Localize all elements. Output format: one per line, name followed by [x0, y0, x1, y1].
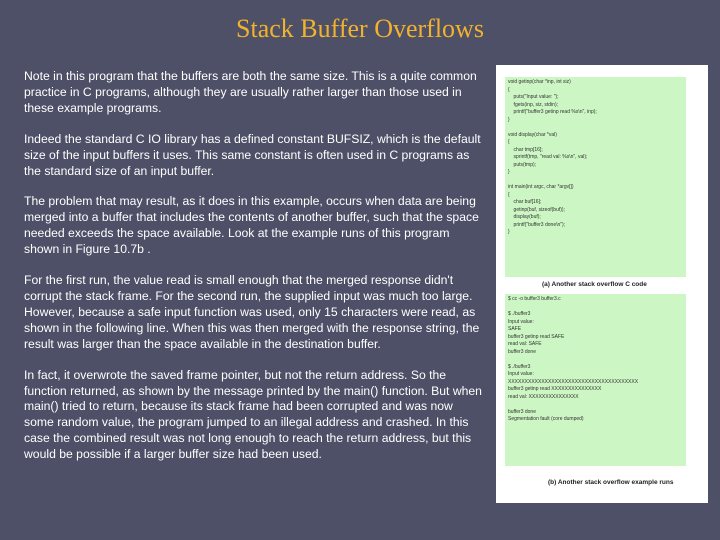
code-listing: void getinp(char *inp, int siz) { puts("Input value: "); fgets(inp, siz, stdin); printf("buffer3 getinp read %s\n", inp); } void display(char *val) { char tmp[16]; sprintf(tmp, "read val: %s\n", val); puts(tmp); } int main(int argc, char *argv[]) { char buf[16]; getinp(buf, sizeof(buf)); display(buf); printf("buffer3 done\n"); }	[505, 77, 686, 277]
slide-title: Stack Buffer Overflows	[236, 14, 484, 43]
paragraph-2: Indeed the standard C IO library has a defined constant BUFSIZ, which is the default size of the input buffers it uses. This same constant is often used in C programs as the standard size of an input buffer.	[24, 131, 481, 178]
example-runs-output: $ cc -o buffer3 buffer3.c $ ./buffer3 Input value: SAFE buffer3 getinp read SAFE read val: SAFE buffer3 done $ ./buffer3 Input value: XXXXXXXXXXXXXXXXXXXXXXXXXXXXXXXXXXXXXXX buffer3 getinp read XXXXXXXXXXXXXXX read val: XXXXXXXXXXXXXXX buffer3 done Segmentation fault (core dumped)	[505, 294, 686, 466]
figure-panel	[496, 65, 708, 503]
paragraph-1: Note in this program that the buffers are both the same size. This is a quite common practice in C programs, although they are usually rather larger than those used in these example programs.	[24, 69, 477, 115]
body-text	[24, 69, 484, 478]
figure-caption-a: (a) Another stack overflow C code	[542, 281, 647, 288]
paragraph-5: In fact, it overwrote the saved frame pointer, but not the return address. So the function returned, as shown by the message printed by the main() function. But when main() tried to return, because its stack frame had been corrupted and was now some random value, the program jumped to an illegal address and crashed. In this case the combined result was not long enough to reach the return address, but this would be possible if a larger buffer size had been used.	[24, 367, 482, 462]
paragraph-4: For the first run, the value read is small enough that the merged response didn't corrupt the stack frame. For the second run, the supplied input was much too large. However, because a safe input function was used, only 15 characters were read, as shown in the following line. When this was then merged with the response string, the result was larger than the space available in the destination buffer.	[24, 273, 480, 351]
paragraph-3: The problem that may result, as it does in this example, occurs when data are being merged into a buffer that includes the contents of another buffer, such that the space needed exceeds the space available. Look at the example runs of this program shown in Figure 10.7b .	[24, 194, 479, 257]
figure-caption-b: (b) Another stack overflow example runs	[548, 479, 674, 486]
